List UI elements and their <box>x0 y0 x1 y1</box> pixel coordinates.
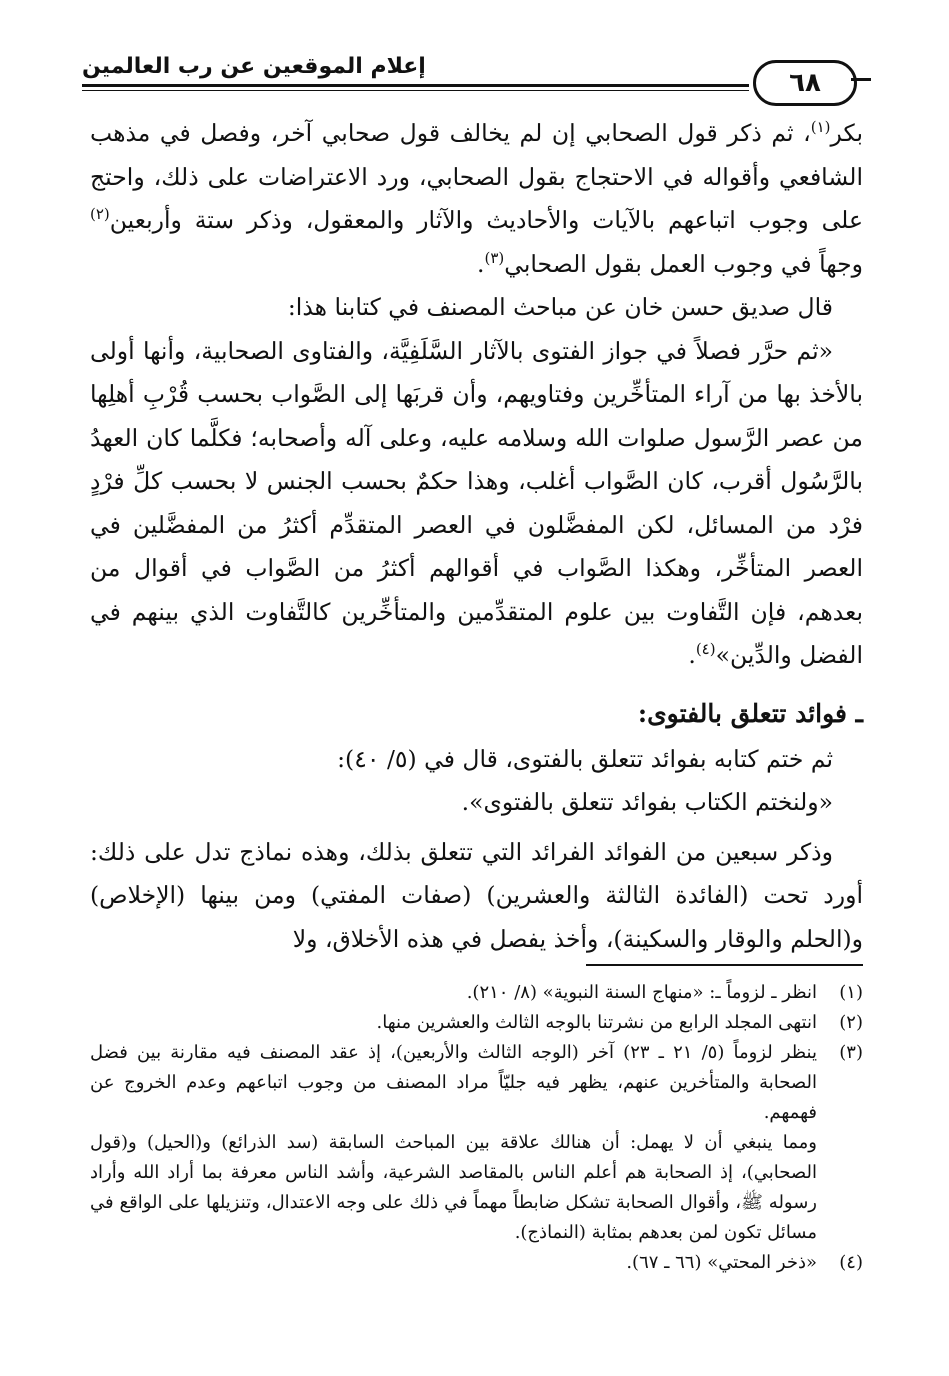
page-number: ٦٨ <box>789 68 821 98</box>
header-rule <box>82 84 749 87</box>
footnote-3-continued: ومما ينبغي أن لا يهمل: أن هنالك علاقة بين المباحث السابقة (سد الذرائع) و(الحيل) و(قول الصحابي)، إذ الصحابة هم أعلم الناس بالمقاصد الشرعية، وأشد الناس معرفة بما أراد الله وأراد رسوله ﷺ، وأقوال الصحابة تشكل ضابطاً مهماً في ذلك على وجه الاعتدال، وتنزيلها على الواقع في مسائل تكون لمن بعدهم بمثابة (النماذج). <box>90 1132 817 1243</box>
page-number-badge <box>753 60 857 106</box>
running-header <box>82 40 867 96</box>
footnotes <box>90 978 863 1278</box>
footnote-2: (٢) انتهى المجلد الرابع من نشرتنا بالوجه الثالث والعشرين منها. <box>376 1012 863 1033</box>
footnote-1: (١) انظر ـ لزوماً ـ: «منهاج السنة النبوية» (٨/ ٢١٠). <box>466 982 863 1003</box>
page-number-tail <box>851 78 871 81</box>
paragraph-1: بكر$^{(١)}$، ثم ذكر قول الصحابي إن لم يخالف قول صحابي آخر، وفصل في مذهب الشافعي وأقواله في الاحتجاج بقول الصحابي، ورد الاعتراضات على ذلك، واحتج على وجوب اتباعهم بالآيات والأحاديث والآثار والمعقول، وذكر ستة وأربعين$^{(٢)}$ وجهاً في وجوب العمل بقول الصحابي$^{(٣)}$. <box>90 118 863 278</box>
main-text <box>90 112 863 961</box>
header-rule-thin <box>82 90 749 91</box>
footnote-ref-4: (٤) <box>695 640 716 659</box>
paragraph-3-quote: «ثم حرَّر فصلاً في جواز الفتوى بالآثار السَّلَفِيَّة، والفتاوى الصحابية، وأنها أولى بالأخذ بها من آراء المتأخِّرين وفتاويهم، وأن قربَها إلى الصَّواب بحسب قُرْبِ أهلِها من عصر الرَّسول صلوات الله وسلامه عليه، وعلى آله وأصحابه؛ فكلَّما كان العهدُ بالرَّسُول أقرب، كان الصَّواب أغلب، وهذا حكمٌ بحسب الجنس لا بحسب كلِّ فرْدٍ فرْد من المسائل، لكن المفضَّلون في العصر المتقدِّم أكثرُ من المفضَّلين في العصر المتأخِّر، وهكذا الصَّواب في أقوالهم أكثرُ من الصَّواب في أقوال من بعدهم، فإن التَّفاوت بين علوم المتقدِّمين والمتأخِّرين كالتَّفاوت الذي بينهم في الفضل والدِّين»$^{(٤)}$. <box>90 336 863 669</box>
book-title: إعلام الموقعين عن رب العالمين <box>82 54 426 79</box>
footnote-4: (٤) «ذخر المحتي» (٦٦ ـ ٦٧). <box>626 1252 863 1273</box>
paragraph-6: وذكر سبعين من الفوائد الفرائد التي تتعلق بذلك، وهذه نماذج تدل على ذلك: أورد تحت (الفائدة الثالثة والعشرين) (صفات المفتي) ومن بينها (الإخلاص) و(الحلم والوقار والسكينة)، وأخذ يفصل في هذه الأخلاق، ولا <box>90 837 863 953</box>
paragraph-5-quote: «ولنختم الكتاب بفوائد تتعلق بالفتوى». <box>461 788 833 816</box>
footnote-ref-3: (٣) <box>484 248 505 267</box>
footnote-separator <box>586 964 863 966</box>
footnote-ref-1: (١) <box>810 118 831 137</box>
paragraph-4: ثم ختم كتابه بفوائد تتعلق بالفتوى، قال في (٥/ ٤٠): <box>337 744 833 773</box>
section-heading: ـ فوائد تتعلق بالفتوى: <box>637 698 863 728</box>
paragraph-2: قال صديق حسن خان عن مباحث المصنف في كتابنا هذا: <box>287 293 833 321</box>
footnote-ref-2: (٢) <box>90 205 110 224</box>
footnote-3: (٣) ينظر لزوماً (٥/ ٢١ ـ ٢٣) آخر (الوجه الثالث والأربعين)، إذ عقد المصنف فيه مقارنة بين فضل الصحابة والمتأخرين عنهم، يظهر فيه جليّاً مراد المصنف من وجوب اتباعهم وعدم الخروج عن فهمهم. <box>90 1042 863 1123</box>
